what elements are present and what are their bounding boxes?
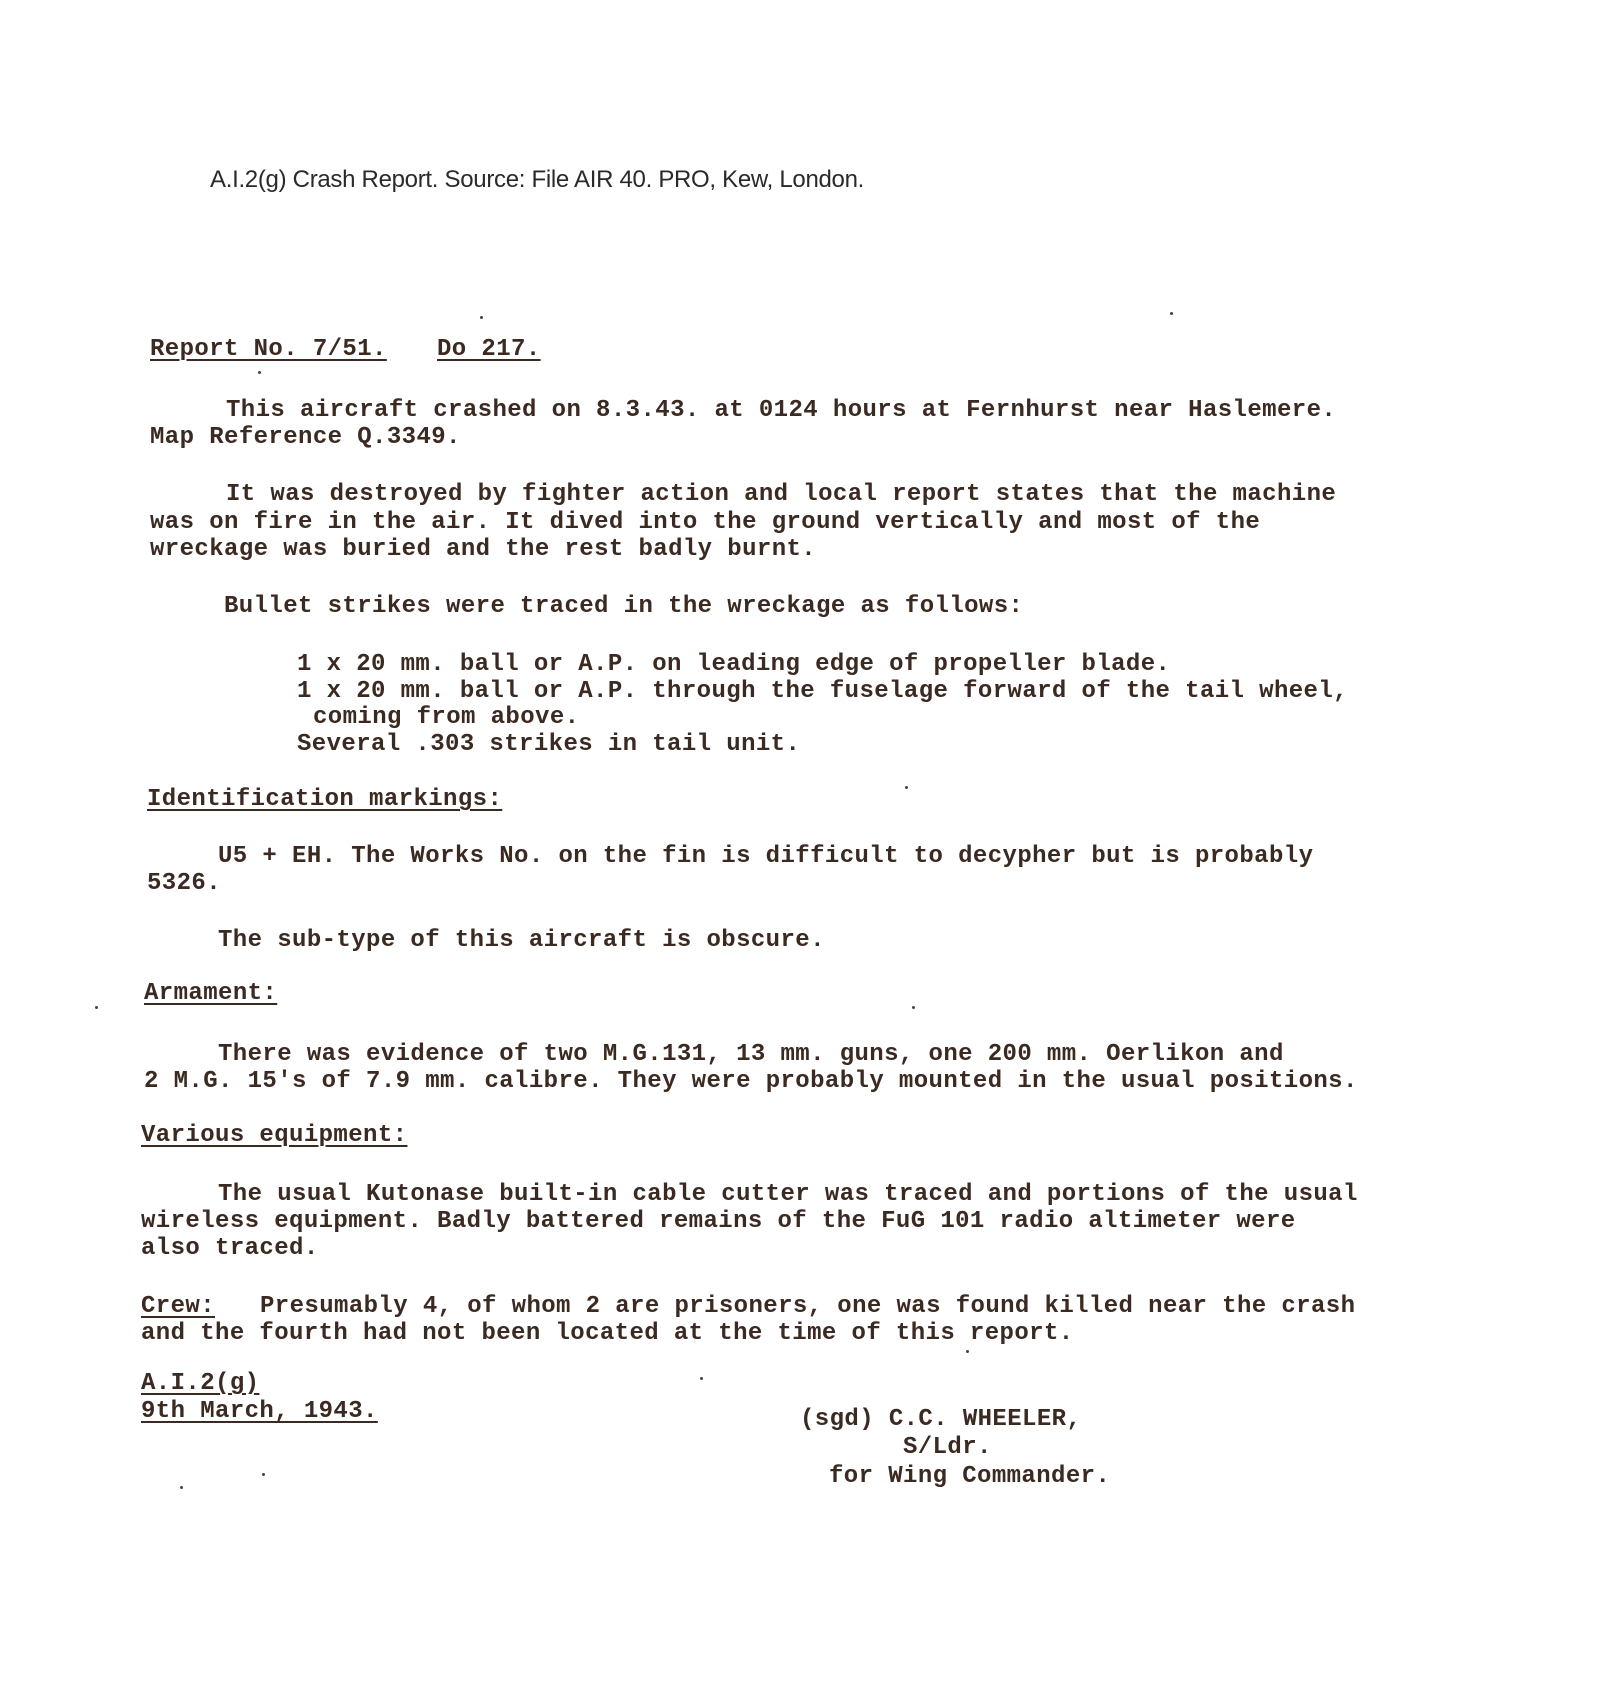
aircraft-type: Do 217. [437,336,541,363]
strike-3: Several .303 strikes in tail unit. [297,731,801,758]
strike-2-line-2: coming from above. [313,704,580,731]
identification-line-2: 5326. [147,870,222,897]
destroyed-line-2: was on fire in the air. It dived into the ground vertically and most of the [150,509,1261,536]
scan-speck [180,1486,183,1489]
destroyed-line-3: wreckage was buried and the rest badly burnt. [150,536,817,563]
scan-speck [262,1473,265,1476]
equipment-line-3: also traced. [141,1235,319,1262]
crash-line-1: This aircraft crashed on 8.3.43. at 0124 hours at Fernhurst near Haslemere. [226,397,1337,424]
armament-line-1: There was evidence of two M.G.131, 13 mm. guns, one 200 mm. Oerlikon and [218,1041,1284,1068]
scan-speck [1170,312,1173,315]
signature-line-1: (sgd) C.C. WHEELER, [800,1406,1082,1433]
crew-line-1: Presumably 4, of whom 2 are prisoners, one was found killed near the crash [260,1293,1356,1320]
crew-line-2: and the fourth had not been located at the time of this report. [141,1320,1074,1347]
scan-speck [95,1006,98,1009]
identification-heading: Identification markings: [147,786,503,813]
subtype-line: The sub-type of this aircraft is obscure. [218,927,825,954]
scan-speck [480,316,483,319]
armament-heading: Armament: [144,980,278,1007]
strike-1: 1 x 20 mm. ball or A.P. on leading edge of propeller blade. [297,651,1171,678]
identification-line-1: U5 + EH. The Works No. on the fin is difficult to decypher but is probably [218,843,1314,870]
scan-speck [258,371,261,374]
source-note: A.I.2(g) Crash Report. Source: File AIR 40. PRO, Kew, London. [210,166,865,193]
crash-line-2: Map Reference Q.3349. [150,424,461,451]
scan-speck [912,1006,915,1009]
signature-line-3: for Wing Commander. [829,1463,1111,1490]
signature-line-2: S/Ldr. [903,1434,992,1461]
office-code: A.I.2(g) [141,1370,260,1397]
crew-label: Crew: [141,1293,216,1320]
bullet-intro: Bullet strikes were traced in the wreckage as follows: [224,593,1024,620]
report-number: Report No. 7/51. [150,336,387,363]
scan-speck [905,786,908,789]
scan-speck [700,1377,703,1380]
scan-speck [966,1350,969,1353]
armament-line-2: 2 M.G. 15's of 7.9 mm. calibre. They were probably mounted in the usual positions. [144,1068,1358,1095]
destroyed-line-1: It was destroyed by fighter action and local report states that the machine [226,481,1337,508]
equipment-line-1: The usual Kutonase built-in cable cutter was traced and portions of the usual [218,1181,1358,1208]
strike-2-line-1: 1 x 20 mm. ball or A.P. through the fuselage forward of the tail wheel, [297,678,1348,705]
report-date: 9th March, 1943. [141,1398,378,1425]
equipment-line-2: wireless equipment. Badly battered remains of the FuG 101 radio altimeter were [141,1208,1296,1235]
equipment-heading: Various equipment: [141,1122,408,1149]
